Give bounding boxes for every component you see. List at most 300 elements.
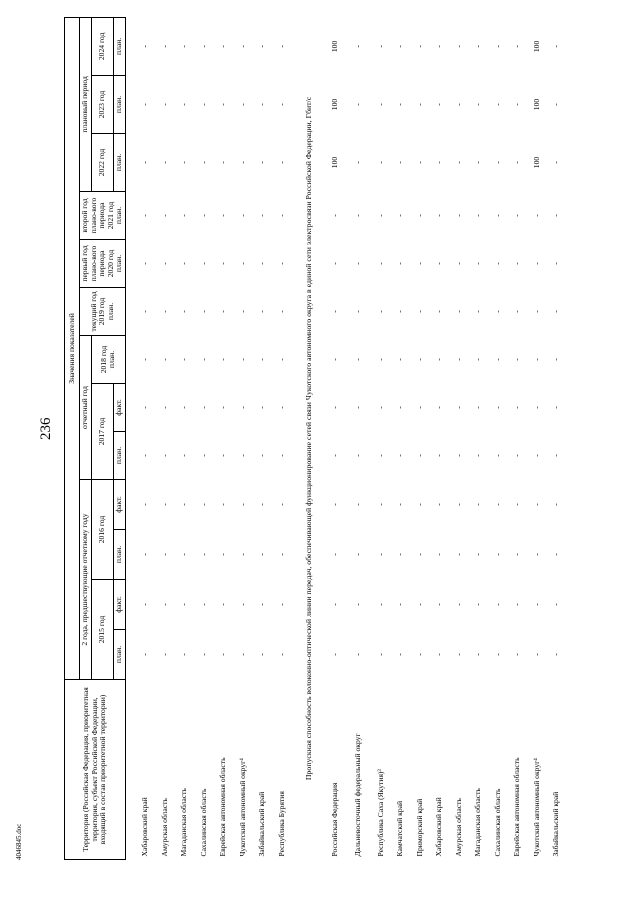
value-cell: - (512, 358, 521, 361)
value-cell: - (198, 503, 208, 506)
region-name: Амурская область (453, 798, 463, 857)
value-cell: - (531, 310, 541, 313)
value-cell: - (512, 653, 521, 656)
value-cell: - (512, 503, 521, 506)
value-cell: - (414, 262, 424, 265)
value-cell: - (159, 45, 169, 48)
value-cell: - (512, 603, 521, 606)
value-cell: - (434, 406, 443, 409)
plan-header: план. (114, 76, 126, 134)
value-cell: - (414, 503, 424, 506)
table-row (469, 17, 489, 859)
value-cell: - (257, 553, 266, 556)
table-row (345, 17, 371, 859)
table-row (430, 17, 450, 859)
value-cell: - (531, 358, 541, 361)
value-cell: - (257, 262, 266, 265)
value-cell: - (159, 161, 169, 164)
table-spacer-row (125, 17, 136, 859)
value-cell: - (198, 161, 208, 164)
table-row (508, 17, 528, 859)
value-cell: - (257, 454, 266, 457)
value-cell: - (375, 503, 385, 506)
value-cell: - (434, 358, 443, 361)
value-cell: - (179, 653, 188, 656)
value-cell: - (531, 454, 541, 457)
value-cell: - (375, 214, 385, 217)
region-name: Амурская область (159, 798, 169, 857)
table-row (449, 17, 469, 859)
value-cell: - (473, 503, 482, 506)
value-cell: - (492, 454, 502, 457)
value-cell: - (453, 553, 463, 556)
value-cell: - (159, 503, 169, 506)
value-cell: - (179, 406, 188, 409)
region-name: Забайкальский край (551, 791, 561, 857)
value-cell: - (492, 103, 502, 106)
table-row (175, 17, 195, 859)
value-cell: - (198, 553, 208, 556)
value-cell: - (159, 262, 169, 265)
value-cell: - (531, 406, 541, 409)
value-cell: - (512, 103, 521, 106)
value-cell: 100 (531, 98, 541, 111)
plan-header: план. (114, 432, 126, 480)
value-cell: - (140, 603, 149, 606)
value-cell: - (198, 406, 208, 409)
value-cell: - (531, 553, 541, 556)
value-cell: - (330, 503, 339, 506)
value-cell: - (492, 406, 502, 409)
value-cell: - (375, 406, 385, 409)
value-cell: 100 (330, 40, 339, 53)
value-cell: - (179, 310, 188, 313)
value-cell: 100 (330, 98, 339, 111)
value-cell: - (453, 310, 463, 313)
value-cell: - (198, 214, 208, 217)
value-cell: - (159, 603, 169, 606)
value-cell: - (237, 262, 247, 265)
value-cell: - (352, 553, 362, 556)
value-cell: - (414, 454, 424, 457)
value-cell: - (473, 262, 482, 265)
value-cell: - (276, 358, 286, 361)
value-cell: - (330, 553, 339, 556)
value-cell: - (352, 603, 362, 606)
value-cell: - (551, 603, 560, 606)
value-cell: - (257, 653, 266, 656)
value-cell: - (434, 553, 443, 556)
value-cell: - (375, 653, 385, 656)
value-cell: - (140, 262, 149, 265)
value-cell: - (140, 161, 149, 164)
value-cell: - (414, 553, 424, 556)
value-cell: - (414, 161, 424, 164)
value-cell: - (257, 310, 266, 313)
value-cell: - (414, 45, 424, 48)
value-cell: - (237, 310, 247, 313)
year-2024-header: 2024 год (91, 17, 114, 75)
region-name: Российская Федерация (330, 782, 340, 857)
value-cell: - (276, 406, 286, 409)
fact-header: факт. (114, 480, 126, 530)
value-cell: - (512, 262, 521, 265)
plan-header: план. (114, 17, 126, 75)
region-name: Дальневосточный федеральный округ (353, 733, 363, 857)
table-body (125, 17, 566, 859)
value-cell: - (276, 310, 286, 313)
value-cell: - (473, 653, 482, 656)
value-cell: - (531, 262, 541, 265)
value-cell: - (512, 161, 521, 164)
value-cell: - (159, 553, 169, 556)
value-cell: - (551, 503, 560, 506)
value-cell: - (237, 214, 247, 217)
value-cell: - (453, 214, 463, 217)
value-cell: - (257, 103, 266, 106)
value-cell: - (375, 103, 385, 106)
value-cell: - (237, 553, 247, 556)
value-cell: - (330, 214, 339, 217)
value-cell: - (276, 653, 286, 656)
value-cell: - (237, 45, 247, 48)
value-cell: - (140, 310, 149, 313)
value-cell: - (453, 454, 463, 457)
value-cell: - (276, 45, 286, 48)
value-cell: - (140, 45, 149, 48)
value-cell: - (276, 454, 286, 457)
value-cell: - (198, 310, 208, 313)
first-plan-year-header: первый год плано-вого периода 2020 год план. (80, 240, 126, 288)
value-cell: - (551, 406, 560, 409)
table-row (527, 17, 547, 859)
rotated-table-container (64, 18, 574, 860)
value-cell: - (140, 214, 149, 217)
year-2023-header: 2023 год (91, 76, 114, 134)
value-cell: - (512, 45, 521, 48)
value-cell: - (512, 214, 521, 217)
value-cell: - (140, 406, 149, 409)
value-cell: - (492, 262, 502, 265)
value-cell: - (395, 103, 404, 106)
value-cell: - (434, 310, 443, 313)
value-cell: - (330, 262, 339, 265)
region-name: Магаданская область (473, 788, 483, 857)
value-cell: - (434, 161, 443, 164)
value-cell: - (453, 103, 463, 106)
region-name: Еврейская автономная область (512, 757, 522, 857)
table-row (371, 17, 391, 859)
value-cell: - (551, 262, 560, 265)
value-cell: - (276, 603, 286, 606)
value-cell: - (414, 603, 424, 606)
value-cell: - (276, 103, 286, 106)
value-cell: - (257, 45, 266, 48)
value-cell: - (473, 454, 482, 457)
value-cell: - (276, 262, 286, 265)
region-name: Республика Бурятия (276, 791, 286, 857)
value-cell: 100 (531, 40, 541, 53)
value-cell: - (237, 653, 247, 656)
value-cell: - (237, 358, 247, 361)
value-cell: - (453, 406, 463, 409)
value-cell: - (352, 161, 362, 164)
value-cell: - (237, 161, 247, 164)
reporting-year-header: отчетный год (80, 336, 92, 480)
value-cell: - (257, 603, 266, 606)
value-cell: - (198, 262, 208, 265)
value-cell: - (159, 310, 169, 313)
value-cell: - (395, 310, 404, 313)
value-cell: - (140, 103, 149, 106)
value-cell: - (473, 603, 482, 606)
value-cell: - (218, 553, 227, 556)
value-cell: - (218, 603, 227, 606)
value-cell: - (375, 553, 385, 556)
value-cell: - (218, 406, 227, 409)
value-cell: - (434, 262, 443, 265)
value-cell: - (352, 454, 362, 457)
value-cell: - (531, 503, 541, 506)
value-cell: - (257, 358, 266, 361)
table-row (233, 17, 253, 859)
value-cell: - (551, 358, 560, 361)
region-name: Хабаровский край (434, 797, 444, 857)
value-cell: - (140, 454, 149, 457)
year-2017-header: 2017 год (91, 384, 114, 480)
region-name: Республика Саха (Якутия)³ (375, 769, 385, 857)
table-row (488, 17, 508, 859)
value-cell: - (352, 358, 362, 361)
value-cell: - (434, 603, 443, 606)
value-cell: - (453, 161, 463, 164)
value-cell: - (492, 503, 502, 506)
value-cell: - (414, 310, 424, 313)
value-cell: - (395, 45, 404, 48)
value-cell: - (179, 103, 188, 106)
value-cell: - (434, 45, 443, 48)
value-cell: - (218, 503, 227, 506)
value-cell: - (492, 214, 502, 217)
value-cell: - (198, 454, 208, 457)
value-cell: - (473, 45, 482, 48)
value-cell: - (414, 406, 424, 409)
value-cell: - (395, 262, 404, 265)
value-cell: - (352, 103, 362, 106)
region-name: Чукотский автономный округ⁴ (237, 758, 247, 857)
value-cell: - (395, 161, 404, 164)
value-cell: 100 (330, 156, 339, 169)
section-row (292, 17, 326, 859)
value-cell: - (218, 262, 227, 265)
value-cell: - (352, 214, 362, 217)
value-cell: - (453, 653, 463, 656)
value-cell: - (218, 310, 227, 313)
value-cell: - (473, 103, 482, 106)
value-cell: - (551, 454, 560, 457)
value-cell: - (551, 103, 560, 106)
table-row (194, 17, 214, 859)
value-cell: - (375, 454, 385, 457)
value-cell: - (375, 161, 385, 164)
region-name: Еврейская автономная область (218, 757, 228, 857)
value-cell: - (531, 603, 541, 606)
value-cell: - (159, 454, 169, 457)
fact-header: факт. (114, 580, 126, 630)
value-cell: - (551, 310, 560, 313)
year-2015-header: 2015 год (91, 580, 114, 680)
value-cell: - (179, 45, 188, 48)
value-cell: - (473, 214, 482, 217)
value-cell: - (512, 553, 521, 556)
value-cell: - (512, 406, 521, 409)
value-cell: - (453, 503, 463, 506)
value-cell: - (159, 653, 169, 656)
region-name: Приморский край (414, 798, 424, 857)
value-cell: - (375, 358, 385, 361)
value-cell: 100 (531, 156, 541, 169)
value-cell: - (395, 603, 404, 606)
value-cell: - (531, 653, 541, 656)
value-cell: - (159, 103, 169, 106)
value-cell: - (330, 653, 339, 656)
value-cell: - (237, 503, 247, 506)
region-name: Сахалинская область (492, 788, 502, 857)
value-cell: - (352, 406, 362, 409)
value-cell: - (276, 503, 286, 506)
table-row (253, 17, 273, 859)
value-cell: - (473, 161, 482, 164)
value-cell: - (434, 653, 443, 656)
value-cell: - (352, 45, 362, 48)
plan-header: план. (114, 134, 126, 192)
region-name: Забайкальский край (257, 791, 267, 857)
section-title: Пропускная способность волоконно-оптической линии передач, обеспечивающей функционирование сетей связи Чукотского автономного округа в единой сети электросвязи Российской Федерации, Гбит/с (303, 96, 313, 781)
value-cell: - (179, 553, 188, 556)
value-cell: - (375, 310, 385, 313)
value-cell: - (257, 406, 266, 409)
table-row (410, 17, 430, 859)
value-cell: - (531, 214, 541, 217)
value-cell: - (179, 503, 188, 506)
value-cell: - (198, 358, 208, 361)
table-row (391, 17, 411, 859)
value-cell: - (434, 503, 443, 506)
value-cell: - (198, 603, 208, 606)
value-cell: - (237, 454, 247, 457)
value-cell: - (551, 45, 560, 48)
value-cell: - (218, 653, 227, 656)
value-cell: - (395, 454, 404, 457)
value-cell: - (330, 603, 339, 606)
value-cell: - (453, 45, 463, 48)
value-cell: - (159, 214, 169, 217)
value-cell: - (159, 406, 169, 409)
value-cell: - (473, 358, 482, 361)
value-cell: - (512, 454, 521, 457)
value-cell: - (395, 553, 404, 556)
value-cell: - (453, 603, 463, 606)
value-cell: - (414, 214, 424, 217)
table-row (155, 17, 175, 859)
value-cell: - (551, 653, 560, 656)
value-cell: - (434, 214, 443, 217)
value-cell: - (352, 262, 362, 265)
table-row (214, 17, 234, 859)
value-cell: - (492, 161, 502, 164)
value-cell: - (352, 653, 362, 656)
value-cell: - (492, 310, 502, 313)
year-2018-header: 2018 год план. (91, 336, 125, 384)
page-number: 236 (38, 417, 54, 440)
table-row (326, 17, 346, 859)
planning-period-header: плановый период (80, 17, 92, 191)
fact-header: факт. (114, 384, 126, 432)
value-cell: - (395, 214, 404, 217)
region-name: Хабаровский край (140, 797, 150, 857)
table-row (272, 17, 292, 859)
value-cell: - (492, 358, 502, 361)
value-cell: - (414, 103, 424, 106)
region-name: Чукотский автономный округ⁴ (531, 758, 541, 857)
value-cell: - (218, 103, 227, 106)
value-cell: - (352, 503, 362, 506)
value-cell: - (237, 406, 247, 409)
value-cell: - (198, 45, 208, 48)
value-cell: - (453, 262, 463, 265)
value-cell: - (414, 653, 424, 656)
region-name: Магаданская область (179, 788, 189, 857)
value-cell: - (492, 553, 502, 556)
value-cell: - (395, 653, 404, 656)
value-cell: - (375, 262, 385, 265)
value-cell: - (198, 103, 208, 106)
value-cell: - (140, 553, 149, 556)
value-cell: - (434, 103, 443, 106)
year-2016-header: 2016 год (91, 480, 114, 580)
indicator-values-header: Значения показателей (65, 17, 80, 679)
value-cell: - (375, 45, 385, 48)
value-cell: - (198, 653, 208, 656)
value-cell: - (179, 358, 188, 361)
value-cell: - (179, 161, 188, 164)
value-cell: - (276, 553, 286, 556)
value-cell: - (352, 310, 362, 313)
current-year-header: текущий год 2019 год план. (80, 288, 126, 336)
document-code: 4046845.doc (15, 823, 23, 860)
value-cell: - (492, 45, 502, 48)
value-cell: - (257, 503, 266, 506)
value-cell: - (395, 503, 404, 506)
value-cell: - (179, 454, 188, 457)
value-cell: - (218, 45, 227, 48)
value-cell: - (218, 454, 227, 457)
value-cell: - (453, 358, 463, 361)
value-cell: - (512, 310, 521, 313)
second-plan-year-header: второй год плано-вого периода 2021 год план. (80, 192, 126, 240)
value-cell: - (375, 603, 385, 606)
value-cell: - (551, 161, 560, 164)
plan-header: план. (114, 630, 126, 680)
value-cell: - (434, 454, 443, 457)
region-name: Камчатский край (395, 800, 405, 857)
value-cell: - (159, 358, 169, 361)
two-years-prior-header: 2 года, предшествующие отчетному году (80, 480, 92, 680)
plan-header: план. (114, 530, 126, 580)
value-cell: - (140, 503, 149, 506)
region-name: Сахалинская область (198, 788, 208, 857)
value-cell: - (276, 214, 286, 217)
